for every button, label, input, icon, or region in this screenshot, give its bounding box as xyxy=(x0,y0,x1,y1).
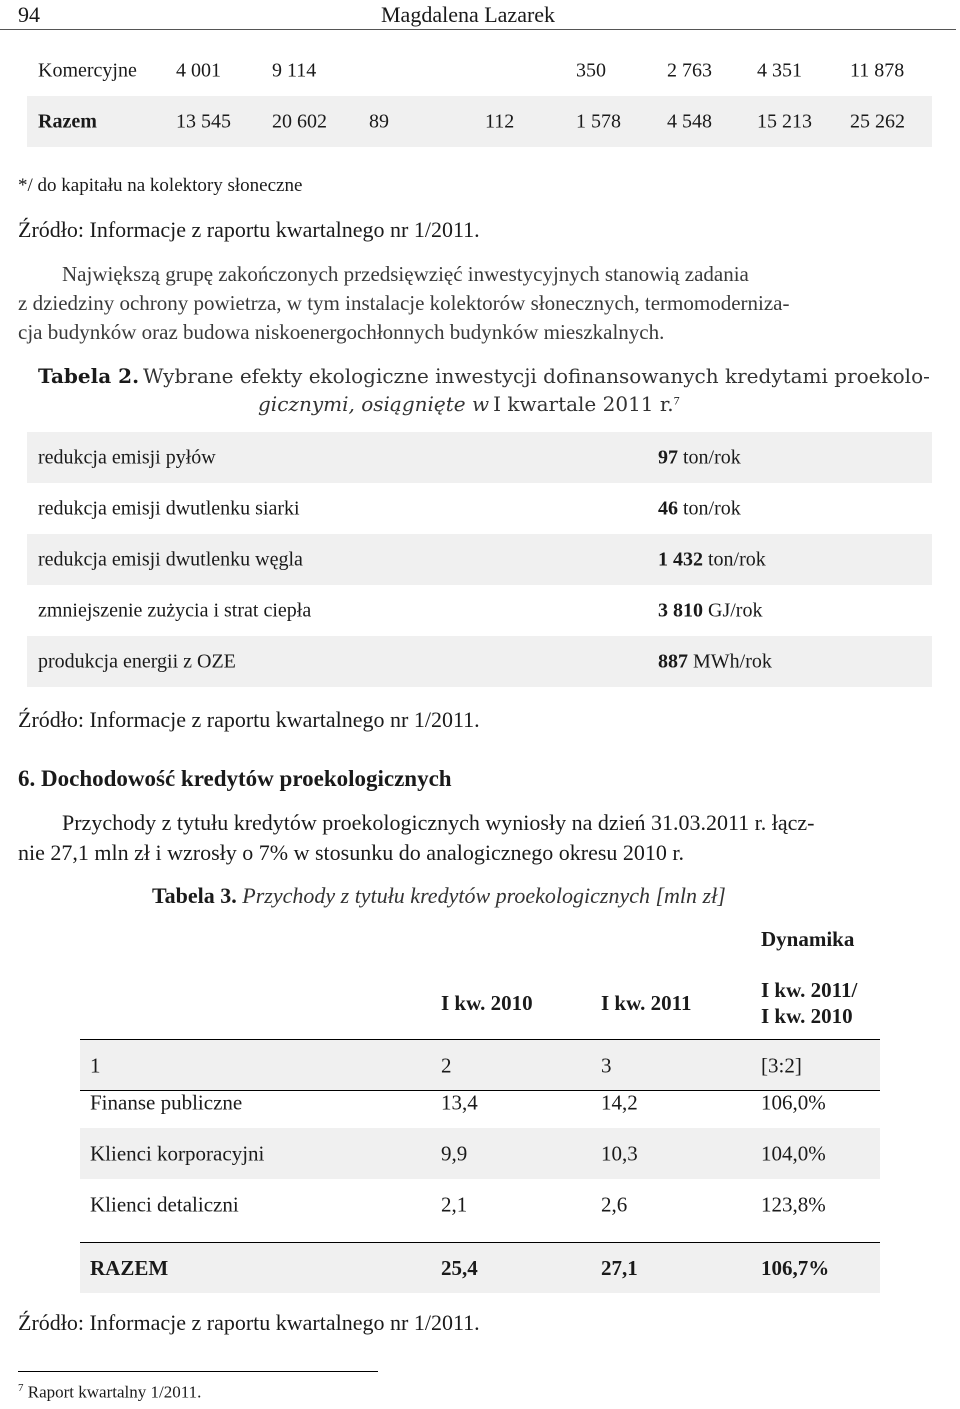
table-cell: 350 xyxy=(576,59,606,81)
table-3-source: Źródło: Informacje z raportu kwartalnego nr 1/2011. xyxy=(18,1310,480,1335)
table-3-caption xyxy=(152,883,726,909)
table-cell: 106,0% xyxy=(761,1090,826,1114)
section-title: Dochodowość kredytów proekologicznych xyxy=(41,766,452,791)
paragraph-line: nie 27,1 mln zł i wzrosły o 7% w stosunku do analogicznego okresu 2010 r. xyxy=(18,840,685,865)
table-cell: 10,3 xyxy=(601,1141,638,1165)
table-cell: 112 xyxy=(485,110,515,132)
row-label: Komercyjne xyxy=(38,59,137,81)
table-cell: 13 545 xyxy=(176,110,231,132)
section-number: 6. xyxy=(18,766,36,791)
paragraph-line: cja budynków oraz budowa niskoenergochłonnych budynków mieszkalnych. xyxy=(18,320,665,344)
table-cell: 20 602 xyxy=(272,110,327,132)
table-row xyxy=(80,1179,880,1230)
effect-value: 887 MWh/rok xyxy=(658,650,772,672)
table-row-total xyxy=(80,1243,880,1293)
table-1-note: */ do kapitału na kolektory słoneczne xyxy=(18,175,303,196)
table-row xyxy=(80,1077,880,1128)
section-heading xyxy=(18,766,452,792)
index-cell: 3 xyxy=(601,1053,612,1077)
table-cell: 9 114 xyxy=(272,59,317,81)
caption-label: Tabela 3. xyxy=(152,883,237,908)
index-cell: 2 xyxy=(441,1053,452,1077)
effect-value: 1 432 ton/rok xyxy=(658,548,766,570)
row-label: Razem xyxy=(38,110,97,132)
table-row xyxy=(27,96,932,147)
table-cell: 13,4 xyxy=(441,1090,478,1114)
row-label: Klienci detaliczni xyxy=(90,1192,239,1216)
table-cell: 27,1 xyxy=(601,1256,638,1280)
index-cell: 1 xyxy=(90,1053,101,1077)
paragraph-line: z dziedziny ochrony powietrza, w tym instalacje kolektorów słonecznych, termomoderniza- xyxy=(18,291,790,315)
table-cell: 123,8% xyxy=(761,1192,826,1216)
column-header: I kw. 2011/ xyxy=(761,978,858,1002)
table-1-source: Źródło: Informacje z raportu kwartalnego nr 1/2011. xyxy=(18,217,480,242)
page-number: 94 xyxy=(18,2,40,27)
table-cell: 15 213 xyxy=(757,110,812,132)
table-cell: 4 548 xyxy=(667,110,712,132)
column-header: I kw. 2010 xyxy=(441,991,533,1015)
table-cell: 89 xyxy=(369,110,389,132)
table-cell: 1 578 xyxy=(576,110,621,132)
table-row xyxy=(27,636,932,687)
table-cell: 104,0% xyxy=(761,1141,826,1165)
table-cell: 25,4 xyxy=(441,1256,478,1280)
paragraph-line: Przychody z tytułu kredytów proekologicznych wyniosły na dzień 31.03.2011 r. łącz- xyxy=(62,810,815,835)
footnote xyxy=(18,1382,201,1403)
table-row xyxy=(27,432,932,483)
running-header-author: Magdalena Lazarek xyxy=(381,2,556,27)
index-cell: [3:2] xyxy=(761,1053,802,1077)
effect-value: 3 810 GJ/rok xyxy=(658,599,763,621)
row-label: Klienci korporacyjni xyxy=(90,1141,265,1165)
row-label: RAZEM xyxy=(90,1256,169,1280)
column-header: I kw. 2011 xyxy=(601,991,692,1015)
effect-value: 97 ton/rok xyxy=(658,446,741,468)
row-label: Finanse publiczne xyxy=(90,1090,243,1114)
table-cell: 14,2 xyxy=(601,1090,638,1114)
table-cell: 25 262 xyxy=(850,110,905,132)
effect-label: produkcja energii z OZE xyxy=(38,650,236,672)
footnote-text: Raport kwartalny 1/2011. xyxy=(27,1382,202,1402)
caption-text-italic: gicznymi, osiągnięte w xyxy=(258,392,490,416)
footnote-rule xyxy=(18,1371,378,1372)
table-2-source: Źródło: Informacje z raportu kwartalnego nr 1/2011. xyxy=(18,707,480,732)
footnote-mark: 7 xyxy=(18,1382,24,1394)
header-rule xyxy=(0,29,956,30)
table-row xyxy=(80,1128,880,1179)
effect-label: redukcja emisji pyłów xyxy=(38,446,216,468)
footnote-reference: 7 xyxy=(673,393,680,408)
caption-text: I kwartale 2011 r. xyxy=(493,392,674,416)
table-cell: 2,1 xyxy=(441,1192,468,1216)
table-cell: 106,7% xyxy=(761,1256,830,1280)
table-row xyxy=(27,585,932,636)
effect-label: redukcja emisji dwutlenku węgla xyxy=(38,548,303,570)
effect-value: 46 ton/rok xyxy=(658,497,741,519)
paragraph-line: Największą grupę zakończonych przedsięwzięć inwestycyjnych stanowią zadania xyxy=(62,262,749,286)
table-row xyxy=(27,483,932,534)
table-cell: 2 763 xyxy=(667,59,712,81)
table-2-caption-line2 xyxy=(258,392,680,416)
table-cell: 4 001 xyxy=(176,59,221,81)
effect-label: redukcja emisji dwutlenku siarki xyxy=(38,497,300,519)
table-row xyxy=(27,534,932,585)
table-cell: 2,6 xyxy=(601,1192,628,1216)
table-cell: 4 351 xyxy=(757,59,802,81)
table-row xyxy=(27,45,932,96)
caption-text: Wybrane efekty ekologiczne inwestycji dofinansowanych kredytami proekolo- xyxy=(143,364,930,388)
caption-text: Przychody z tytułu kredytów proekologicznych [mln zł] xyxy=(242,883,726,908)
column-header: I kw. 2010 xyxy=(761,1004,853,1028)
table-2-caption xyxy=(38,364,930,388)
effect-label: zmniejszenie zużycia i strat ciepła xyxy=(38,599,312,621)
table-cell: 11 878 xyxy=(850,59,905,81)
table-cell: 9,9 xyxy=(441,1141,468,1165)
caption-label: Tabela 2. xyxy=(38,364,140,388)
column-group-header: Dynamika xyxy=(761,927,855,951)
